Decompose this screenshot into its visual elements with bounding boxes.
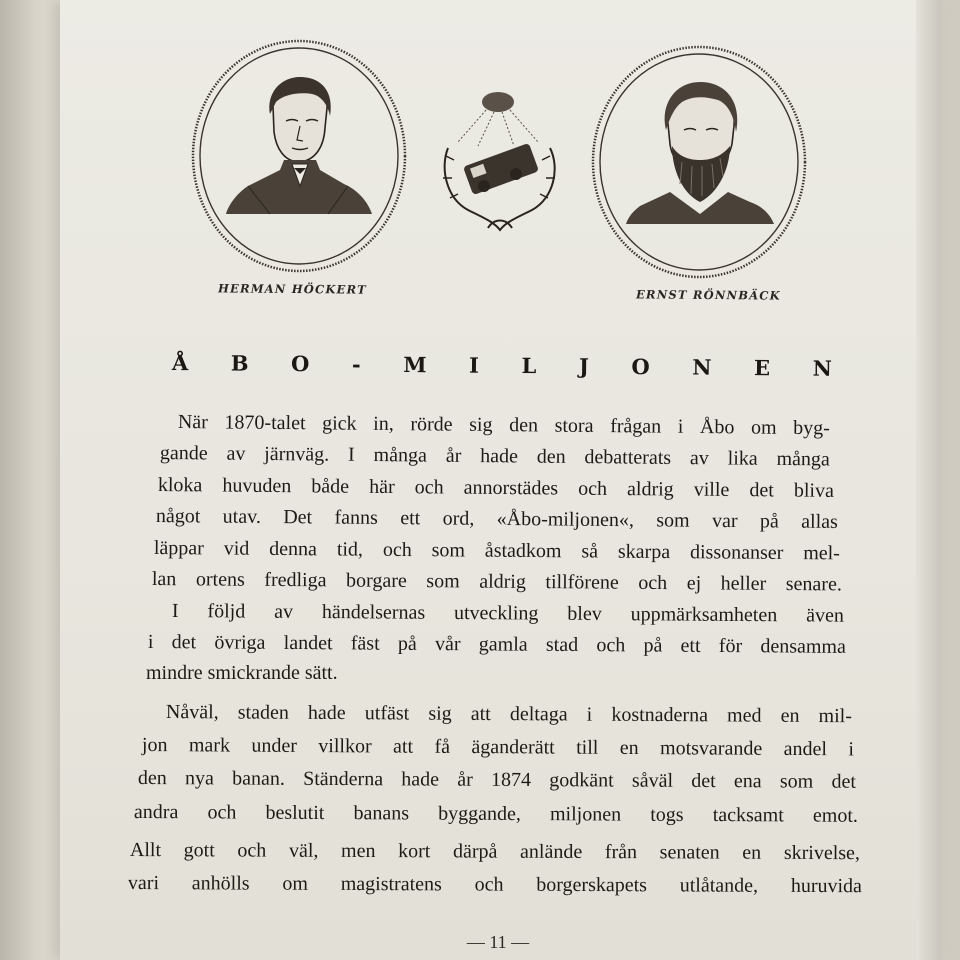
portrait-left (188, 36, 410, 276)
text-line: Nåväl, staden hade utfäst sig att deltaga i kostnaderna med en mil- (165, 701, 852, 728)
text-line: jon mark under villkor att få äganderätt till en motsvarande andel i (141, 734, 854, 761)
text-line: vari anhölls om magistratens och borgerskapets utlåtande, huruvida (127, 872, 862, 898)
chapter-title: Å B O - M I L J O N E N (171, 350, 832, 381)
text-line: gande av järnväg. I många år hade den debatterats av lika många (159, 442, 830, 471)
text-line: När 1870-talet gick in, rörde sig den stora frågan i Åbo om byg- (177, 411, 830, 440)
page-number: — 11 — (466, 932, 530, 952)
text-line: andra och beslutit banans byggande, miljonen togs tacksamt emot. (133, 801, 858, 827)
text-line: mindre smickrande sätt. (146, 662, 338, 684)
text-line: i det övriga landet fäst på vår gamla stad och på ett för densamma (147, 631, 846, 658)
text-line: läppar vid denna tid, och som åstadkom så skarpa dissonanser mel- (153, 537, 840, 565)
page-edge (916, 0, 940, 960)
text-line: något utav. Det fanns ett ord, «Åbo-miljonen«, som var på allas (155, 505, 838, 533)
text-line: den nya banan. Ständerna hade år 1874 godkänt såväl det ena som det (137, 767, 856, 793)
text-line: kloka huvuden både här och annorstädes och aldrig ville det bliva (157, 474, 834, 502)
railway-emblem-icon (438, 88, 562, 242)
portrait-right (588, 42, 810, 282)
portrait-left-caption: HERMAN HÖCKERT (217, 281, 367, 297)
portrait-right-caption: ERNST RÖNNBÄCK (635, 287, 781, 303)
text-line: lan ortens fredliga borgare som aldrig tillförene och ej heller senare. (151, 568, 842, 596)
text-line: Allt gott och väl, men kort därpå anlände från senaten en skrivelse, (129, 839, 860, 865)
text-line: I följd av händelsernas utveckling blev uppmärksamheten även (171, 600, 844, 627)
